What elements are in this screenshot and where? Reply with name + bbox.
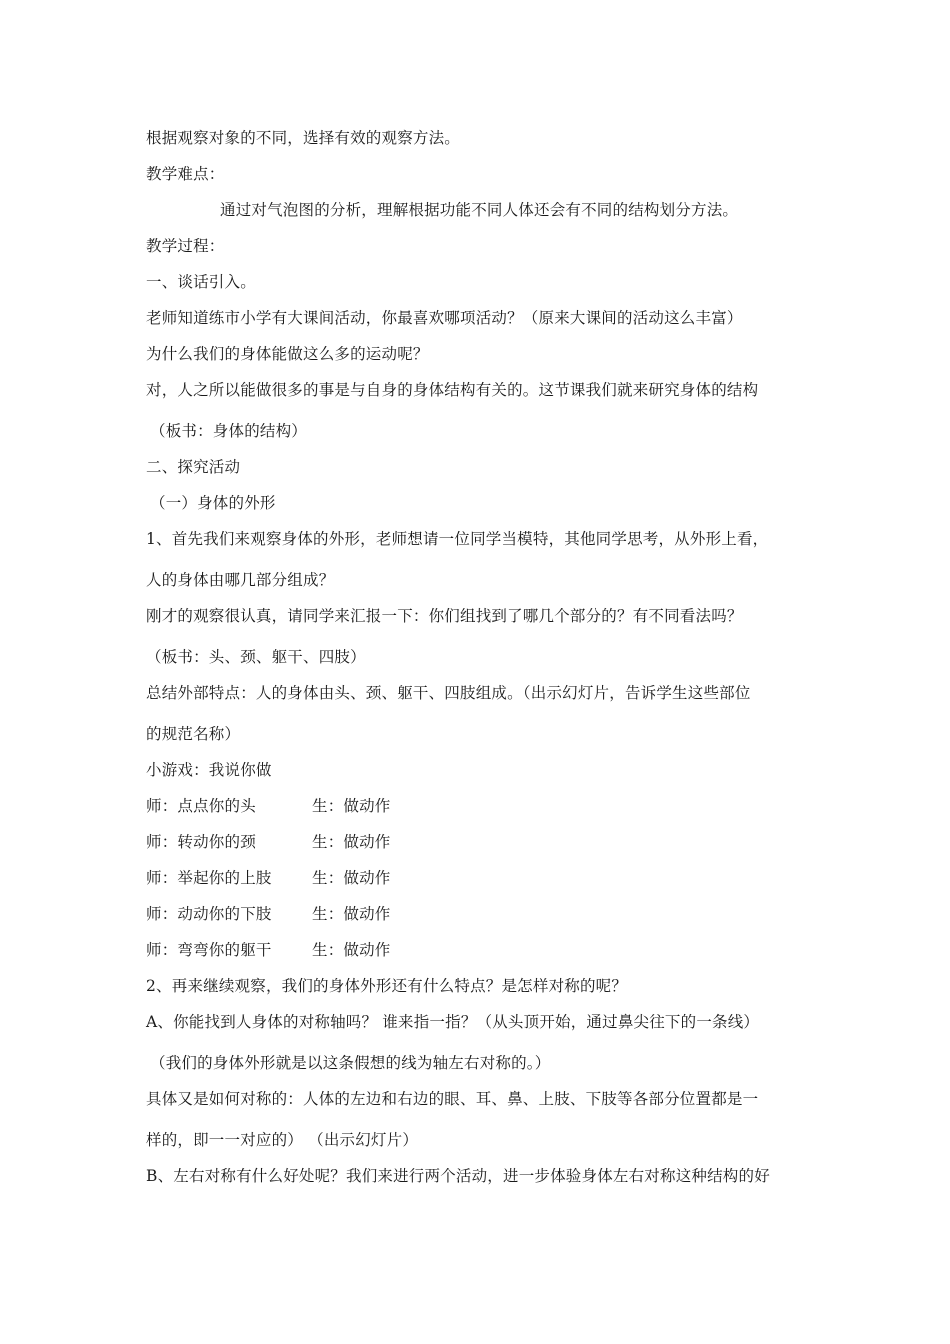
section-heading: 二、探究活动 <box>146 458 241 476</box>
game-row <box>146 832 391 852</box>
teacher-line: 师：举起你的上肢 <box>146 869 272 887</box>
text-line: 2、再来继续观察，我们的身体外形还有什么特点？是怎样对称的呢？ <box>146 977 628 995</box>
text-line: 小游戏：我说你做 <box>146 761 272 779</box>
student-line: 生：做动作 <box>312 869 391 887</box>
text-line: 为什么我们的身体能做这么多的运动呢？ <box>146 345 429 363</box>
teacher-line: 师：弯弯你的躯干 <box>146 941 272 959</box>
text-line: 根据观察对象的不同，选择有效的观察方法。 <box>146 129 461 147</box>
text-line: A、你能找到人身体的对称轴吗？ 谁来指一指？（从头顶开始，通过鼻尖往下的一条线） <box>146 1013 760 1031</box>
section-heading: 教学过程： <box>146 237 225 255</box>
game-row <box>146 940 391 960</box>
teacher-line: 师：动动你的下肢 <box>146 905 272 923</box>
text-line: （板书：头、颈、躯干、四肢） <box>146 648 366 666</box>
student-line: 生：做动作 <box>312 941 391 959</box>
text-line: （我们的身体外形就是以这条假想的线为轴左右对称的。） <box>150 1054 551 1072</box>
section-heading: 一、谈话引入。 <box>146 273 256 291</box>
section-heading: 教学难点： <box>146 165 225 183</box>
text-line: 的规范名称） <box>146 725 241 743</box>
student-line: 生：做动作 <box>312 797 391 815</box>
text-line: B、左右对称有什么好处呢？我们来进行两个活动，进一步体验身体左右对称这种结构的好 <box>146 1167 770 1185</box>
subsection-heading: （一）身体的外形 <box>150 494 276 512</box>
text-line: 老师知道练市小学有大课间活动，你最喜欢哪项活动？（原来大课间的活动这么丰富） <box>146 309 743 327</box>
text-line: 对，人之所以能做很多的事是与自身的身体结构有关的。这节课我们就来研究身体的结构 <box>146 381 759 399</box>
game-row <box>146 796 391 816</box>
teacher-line: 师：点点你的头 <box>146 797 256 815</box>
text-line: 样的，即一一对应的） （出示幻灯片） <box>146 1131 419 1149</box>
student-line: 生：做动作 <box>312 833 391 851</box>
text-line: 1、首先我们来观察身体的外形，老师想请一位同学当模特，其他同学思考，从外形上看， <box>146 530 769 548</box>
text-line: 通过对气泡图的分析，理解根据功能不同人体还会有不同的结构划分方法。 <box>220 201 739 219</box>
text-line: 具体又是如何对称的：人体的左边和右边的眼、耳、鼻、上肢、下肢等各部分位置都是一 <box>146 1090 759 1108</box>
text-line: 刚才的观察很认真，请同学来汇报一下：你们组找到了哪几个部分的？有不同看法吗？ <box>146 607 743 625</box>
text-line: （板书：身体的结构） <box>150 422 308 440</box>
game-row <box>146 868 391 888</box>
text-line: 人的身体由哪几部分组成？ <box>146 571 335 589</box>
game-row <box>146 904 391 924</box>
student-line: 生：做动作 <box>312 905 391 923</box>
text-line: 总结外部特点：人的身体由头、颈、躯干、四肢组成。（出示幻灯片，告诉学生这些部位 <box>146 684 751 702</box>
teacher-line: 师：转动你的颈 <box>146 833 256 851</box>
